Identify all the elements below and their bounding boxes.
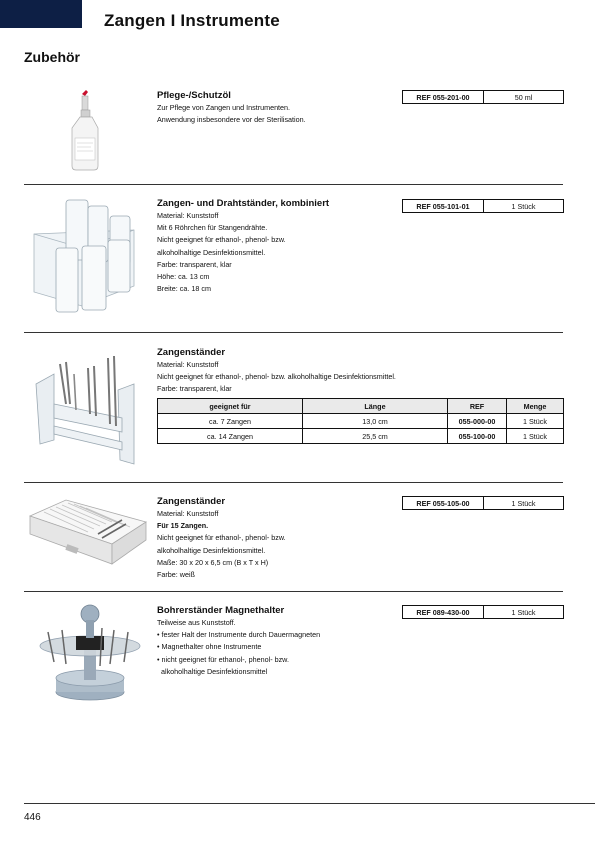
ref-quantity: 1 Stück [511,607,536,617]
ref-box [402,496,564,510]
table-row [158,414,564,429]
divider [24,591,563,592]
table-cell: 25,5 cm [303,429,448,444]
table-cell: 1 Stück [507,429,564,444]
column-header: Länge [303,399,448,414]
table-row [158,429,564,444]
description-line: Anwendung insbesondere vor der Sterilisation. [157,115,306,125]
description-line: Für 15 Zangen. [157,521,209,531]
header-color-block [0,0,82,28]
table-cell: ca. 14 Zangen [158,429,303,444]
magnetic-stand-image [36,600,142,704]
description-line: Farbe: transparent, klar [157,259,232,269]
description-line: Nicht geeignet für ethanol-, phenol- bzw. alkoholhaltige Desinfektionsmittel. [157,372,396,382]
ref-number: REF 055-105-00 [403,497,484,509]
description-line: • Magnethalter ohne Instrumente [157,642,262,652]
description-line: Teilweise aus Kunststoff. [157,618,236,627]
description-line: • fester Halt der Instrumente durch Dauermagneten [157,630,321,640]
ref-number: REF 089-430-00 [403,606,484,618]
ref-box [402,605,564,619]
product-title: Bohrerständer Magnethalter [157,605,285,616]
description-line: alkoholhaltige Desinfektionsmittel [157,666,268,676]
description-line: • nicht geeignet für ethanol-, phenol- bzw. [157,654,289,664]
description-line: Material: Kunststoff [157,509,219,518]
description-line: Mit 6 Röhrchen für Stangendrähte. [157,223,268,233]
white-tray-stand-image [26,494,150,574]
table-cell: 055-000-00 [448,414,507,429]
table-cell: 13,0 cm [303,414,448,429]
divider [24,482,563,483]
product-description [157,508,286,581]
ref-box [402,90,564,104]
description-line: Zur Pflege von Zangen und Instrumenten. [157,103,291,112]
ref-number: REF 055-101-01 [403,200,484,212]
column-header: REF [448,399,507,414]
divider [24,332,563,333]
column-header: geeignet für [158,399,303,414]
pliers-stand-image [30,344,142,474]
ref-quantity: 1 Stück [511,201,536,211]
description-line: alkoholhaltige Desinfektionsmittel. [157,247,266,257]
ref-quantity: 50 ml [514,92,533,102]
table-header-row [158,399,564,414]
product-description [157,210,286,295]
description-line: Farbe: weiß [157,569,195,579]
description-line: Nicht geeignet für ethanol-, phenol- bzw. [157,235,286,245]
product-title: Zangenständer [157,347,226,358]
description-line: Maße: 30 x 20 x 6,5 cm (B x T x H) [157,557,269,567]
column-header: Menge [507,399,564,414]
description-line: Farbe: transparent, klar [157,384,232,394]
description-line: Nicht geeignet für ethanol-, phenol- bzw. [157,533,286,543]
variant-table [157,398,564,444]
product-title: Pflege-/Schutzöl [157,90,231,101]
product-description [157,359,396,396]
product-description [157,617,320,678]
product-description [157,102,306,126]
description-line: Höhe: ca. 13 cm [157,271,210,281]
ref-box [402,199,564,213]
product-title: Zangen- und Drahtständer, kombiniert [157,198,330,209]
divider [24,184,563,185]
ref-quantity: 1 Stück [511,498,536,508]
footer-divider [24,803,595,804]
page-number: 446 [24,812,41,823]
table-cell: 1 Stück [507,414,564,429]
description-line: Material: Kunststoff [157,360,219,369]
table-cell: 055-100-00 [448,429,507,444]
page-title: Zangen I Instrumente [104,11,280,30]
table-cell: ca. 7 Zangen [158,414,303,429]
description-line: Material: Kunststoff [157,211,219,220]
description-line: Breite: ca. 18 cm [157,284,211,294]
product-title: Zangenständer [157,496,226,507]
wire-stand-image [30,196,140,324]
section-title: Zubehör [24,49,80,65]
ref-number: REF 055-201-00 [403,91,484,103]
description-line: alkoholhaltige Desinfektionsmittel. [157,545,266,555]
oil-bottle-image [64,88,108,172]
